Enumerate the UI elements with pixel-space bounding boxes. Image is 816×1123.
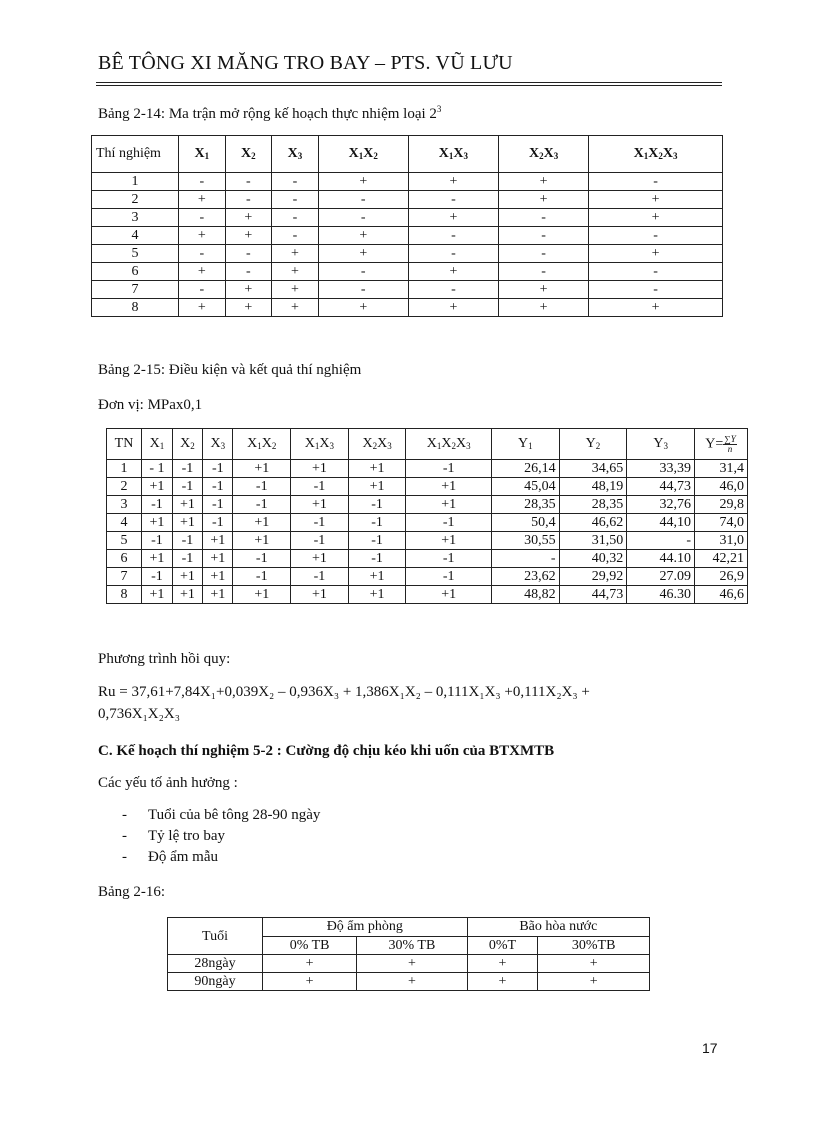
table-cell: + (225, 299, 272, 317)
table-15-col-header: $X_1X_3$ (291, 429, 349, 460)
table-row (107, 550, 748, 568)
table-cell: - (408, 227, 498, 245)
table-cell: -1 (142, 532, 173, 550)
table-cell: 8 (107, 586, 142, 604)
table-14-header-row (92, 136, 723, 173)
table-cell: -1 (172, 460, 202, 478)
table-cell: + (263, 973, 357, 991)
table-cell: - (225, 173, 272, 191)
table-14-col-header: $X_1X_2X_3$ (589, 136, 723, 173)
table-cell: 48,19 (559, 478, 627, 496)
table-cell: +1 (348, 460, 406, 478)
table-cell: + (318, 227, 408, 245)
table-cell: 40,32 (559, 550, 627, 568)
table-cell: 31,0 (695, 532, 748, 550)
table-cell: +1 (348, 586, 406, 604)
table-cell: -1 (203, 460, 233, 478)
table-cell: + (467, 973, 538, 991)
table-cell: 2 (92, 191, 179, 209)
regression-label: Phương trình hồi quy: (98, 651, 231, 667)
table-15-col-header: $X_1X_2$ (233, 429, 291, 460)
table-cell: 3 (107, 496, 142, 514)
table-cell: 32,76 (627, 496, 695, 514)
table-cell: +1 (291, 496, 349, 514)
table-cell: +1 (233, 586, 291, 604)
table-cell: - (499, 209, 589, 227)
header-rule (96, 82, 722, 86)
table-cell: 33,39 (627, 460, 695, 478)
table-cell: +1 (203, 586, 233, 604)
table-cell: 30,55 (491, 532, 559, 550)
table-cell: + (318, 299, 408, 317)
table-cell: - (179, 281, 226, 299)
table-cell: -1 (406, 568, 492, 586)
table-cell: 90ngày (168, 973, 263, 991)
table-cell: -1 (406, 460, 492, 478)
table-cell: 31,4 (695, 460, 748, 478)
table-cell: + (318, 173, 408, 191)
table-cell: + (499, 173, 589, 191)
table-cell: -1 (348, 550, 406, 568)
table-15-header-row (107, 429, 748, 460)
table-cell: -1 (233, 550, 291, 568)
table-14 (91, 135, 723, 317)
table-14-col-header: $X_1X_3$ (408, 136, 498, 173)
table-15-mean-header: Y= $\frac{\sum Y}{n}$ (695, 429, 748, 460)
table-cell: -1 (406, 514, 492, 532)
table-cell: + (499, 299, 589, 317)
table-cell: +1 (233, 514, 291, 532)
table-cell: -1 (348, 532, 406, 550)
table-cell: -1 (172, 478, 202, 496)
table-cell: + (589, 209, 723, 227)
table-15-col-header: $X_2X_3$ (348, 429, 406, 460)
table-cell: +1 (172, 586, 202, 604)
table-cell: 1 (92, 173, 179, 191)
table-cell: -1 (291, 532, 349, 550)
table-cell: + (589, 245, 723, 263)
table-cell: -1 (233, 568, 291, 586)
table-cell: -1 (291, 514, 349, 532)
table-cell: 46,0 (695, 478, 748, 496)
table-cell: - (499, 263, 589, 281)
table-cell: 2 (107, 478, 142, 496)
table-cell: + (589, 299, 723, 317)
section-c-heading: C. Kế hoạch thí nghiệm 5-2 : Cường độ chịu kéo khi uốn của BTXMTB (98, 743, 555, 759)
table-cell: + (272, 263, 319, 281)
table-cell: 27.09 (627, 568, 695, 586)
table-15-col-header: TN (107, 429, 142, 460)
table-row (92, 245, 723, 263)
table-16-subheader: 30% TB (357, 936, 467, 955)
table-cell: -1 (142, 496, 173, 514)
table-cell: - (318, 281, 408, 299)
table-cell: + (467, 955, 538, 973)
table-cell: 45,04 (491, 478, 559, 496)
table-cell: + (318, 245, 408, 263)
table-row (92, 173, 723, 191)
table-cell: 29,8 (695, 496, 748, 514)
table-cell: - (499, 245, 589, 263)
table-row (107, 532, 748, 550)
table-cell: 26,14 (491, 460, 559, 478)
table-cell: +1 (406, 496, 492, 514)
table-cell: 28,35 (559, 496, 627, 514)
table-16-group-header: Bão hòa nước (467, 918, 649, 937)
table-16-subheader: 30%TB (538, 936, 650, 955)
table-cell: +1 (291, 460, 349, 478)
table-row (92, 191, 723, 209)
table-15-caption: Bảng 2-15: Điều kiện và kết quả thí nghiệm (98, 362, 362, 378)
table-16-caption: Bảng 2-16: (98, 884, 166, 900)
table-cell: - (179, 209, 226, 227)
table-cell: +1 (142, 514, 173, 532)
table-cell: -1 (233, 496, 291, 514)
table-row (107, 496, 748, 514)
table-cell: - (589, 173, 723, 191)
table-cell: -1 (348, 496, 406, 514)
table-cell: - (589, 263, 723, 281)
table-16-group-header: Độ ẩm phòng (263, 918, 468, 937)
table-cell: -1 (203, 478, 233, 496)
factors-list (122, 805, 320, 868)
table-cell: + (179, 263, 226, 281)
table-cell: - (408, 191, 498, 209)
table-row (92, 263, 723, 281)
table-cell: +1 (203, 532, 233, 550)
table-14-caption: Bảng 2-14: Ma trận mở rộng kế hoạch thực nhiệm loại $2^3$ (98, 104, 442, 122)
table-cell: 7 (107, 568, 142, 586)
table-16 (167, 917, 650, 991)
table-cell: 74,0 (695, 514, 748, 532)
table-row (168, 955, 650, 973)
regression-equation-line-1: Ru = 37,61+7,84X₁+0,039X₂ – 0,936X₃ + 1,386X₁X₂ – 0,111X₁X₃ +0,111X₂X₃ + (98, 684, 590, 700)
table-cell: 46.30 (627, 586, 695, 604)
table-cell: 1 (107, 460, 142, 478)
table-cell: - (627, 532, 695, 550)
table-15-col-header: $Y_2$ (559, 429, 627, 460)
table-cell: + (263, 955, 357, 973)
table-cell: -1 (406, 550, 492, 568)
table-cell: +1 (172, 514, 202, 532)
table-14-col-header: $X_1X_2$ (318, 136, 408, 173)
table-cell: + (272, 245, 319, 263)
table-cell: - (225, 191, 272, 209)
table-15-col-header: $X_1X_2X_3$ (406, 429, 492, 460)
table-cell: + (408, 209, 498, 227)
regression-equation-line-2: 0,736X₁X₂X₃ (98, 706, 180, 722)
factors-label: Các yếu tố ảnh hưởng : (98, 775, 238, 791)
table-15 (106, 428, 748, 604)
table-15-col-header: $X_2$ (172, 429, 202, 460)
table-cell: - (318, 209, 408, 227)
list-item: - Tuổi của bê tông 28-90 ngày (122, 807, 321, 823)
table-cell: - (491, 550, 559, 568)
table-cell: 48,82 (491, 586, 559, 604)
table-cell: 44,73 (559, 586, 627, 604)
table-cell: 6 (92, 263, 179, 281)
table-cell: -1 (348, 514, 406, 532)
table-cell: 7 (92, 281, 179, 299)
table-cell: - (499, 227, 589, 245)
table-cell: +1 (172, 568, 202, 586)
table-row (107, 514, 748, 532)
table-cell: - (272, 227, 319, 245)
table-cell: +1 (203, 568, 233, 586)
table-cell: -1 (172, 550, 202, 568)
table-cell: + (538, 973, 650, 991)
table-14-col-header: $X_1$ (179, 136, 226, 173)
list-item: - Tỷ lệ tro bay (122, 828, 226, 844)
table-cell: + (538, 955, 650, 973)
table-cell: 6 (107, 550, 142, 568)
table-cell: - (272, 191, 319, 209)
table-cell: 44,10 (627, 514, 695, 532)
table-cell: 8 (92, 299, 179, 317)
table-cell: +1 (406, 532, 492, 550)
table-cell: 44,73 (627, 478, 695, 496)
table-15-col-header: $X_1$ (142, 429, 173, 460)
table-cell: - (179, 245, 226, 263)
table-cell: + (357, 973, 467, 991)
table-cell: +1 (233, 532, 291, 550)
table-cell: + (589, 191, 723, 209)
table-15-col-header: $X_3$ (203, 429, 233, 460)
table-cell: + (499, 281, 589, 299)
table-cell: - (272, 173, 319, 191)
table-cell: 31,50 (559, 532, 627, 550)
list-item: - Độ ẩm mẫu (122, 849, 218, 865)
table-cell: 3 (92, 209, 179, 227)
table-cell: 5 (107, 532, 142, 550)
table-cell: - (318, 191, 408, 209)
table-cell: +1 (406, 586, 492, 604)
running-header: BÊ TÔNG XI MĂNG TRO BAY – PTS. VŨ LƯU (98, 52, 513, 74)
table-cell: +1 (142, 586, 173, 604)
table-cell: - (589, 227, 723, 245)
table-cell: +1 (142, 478, 173, 496)
table-cell: -1 (291, 478, 349, 496)
table-row (107, 568, 748, 586)
table-cell: + (225, 281, 272, 299)
table-cell: 42,21 (695, 550, 748, 568)
table-cell: +1 (406, 478, 492, 496)
table-15-unit: Đơn vị: MPax0,1 (98, 397, 203, 413)
table-cell: - (225, 245, 272, 263)
table-cell: 4 (107, 514, 142, 532)
table-cell: + (357, 955, 467, 973)
table-cell: 28ngày (168, 955, 263, 973)
table-cell: 5 (92, 245, 179, 263)
table-cell: 29,92 (559, 568, 627, 586)
table-cell: -1 (142, 568, 173, 586)
table-15-col-header: $Y_3$ (627, 429, 695, 460)
table-row (107, 478, 748, 496)
table-cell: + (272, 299, 319, 317)
table-14-col-header: $X_2$ (225, 136, 272, 173)
table-cell: - 1 (142, 460, 173, 478)
table-cell: +1 (291, 586, 349, 604)
table-15-col-header: $Y_1$ (491, 429, 559, 460)
table-cell: + (225, 227, 272, 245)
table-cell: 23,62 (491, 568, 559, 586)
table-cell: - (318, 263, 408, 281)
table-cell: 44.10 (627, 550, 695, 568)
table-cell: +1 (348, 478, 406, 496)
table-cell: 4 (92, 227, 179, 245)
table-cell: 50,4 (491, 514, 559, 532)
table-cell: + (179, 299, 226, 317)
table-cell: + (179, 191, 226, 209)
table-cell: -1 (203, 496, 233, 514)
table-cell: - (589, 281, 723, 299)
table-16-subheader: 0% TB (263, 936, 357, 955)
table-14-col-header: Thí nghiệm (92, 136, 179, 173)
table-14-col-header: $X_3$ (272, 136, 319, 173)
table-cell: + (225, 209, 272, 227)
page-number: 17 (702, 1040, 718, 1056)
table-cell: 46,6 (695, 586, 748, 604)
table-cell: +1 (291, 550, 349, 568)
table-row (92, 299, 723, 317)
table-16-header-row (168, 918, 650, 937)
table-cell: -1 (172, 532, 202, 550)
table-cell: + (408, 299, 498, 317)
table-cell: + (408, 173, 498, 191)
table-row (107, 586, 748, 604)
table-cell: - (225, 263, 272, 281)
table-16-subheader: 0%T (467, 936, 538, 955)
table-cell: - (179, 173, 226, 191)
table-row (92, 209, 723, 227)
table-cell: 46,62 (559, 514, 627, 532)
table-cell: -1 (291, 568, 349, 586)
table-row (107, 460, 748, 478)
table-row (92, 227, 723, 245)
regression-equation (98, 681, 722, 725)
table-cell: +1 (142, 550, 173, 568)
table-cell: -1 (233, 478, 291, 496)
table-cell: - (408, 245, 498, 263)
table-cell: - (408, 281, 498, 299)
table-cell: - (272, 209, 319, 227)
table-16-age-header: Tuổi (168, 918, 263, 955)
table-cell: +1 (233, 460, 291, 478)
table-cell: +1 (203, 550, 233, 568)
table-cell: 26,9 (695, 568, 748, 586)
table-cell: -1 (203, 514, 233, 532)
table-row (168, 973, 650, 991)
table-14-col-header: $X_2X_3$ (499, 136, 589, 173)
table-cell: + (499, 191, 589, 209)
table-row (92, 281, 723, 299)
table-cell: 28,35 (491, 496, 559, 514)
table-cell: + (272, 281, 319, 299)
table-cell: +1 (348, 568, 406, 586)
table-cell: + (179, 227, 226, 245)
table-cell: +1 (172, 496, 202, 514)
table-cell: + (408, 263, 498, 281)
table-cell: 34,65 (559, 460, 627, 478)
